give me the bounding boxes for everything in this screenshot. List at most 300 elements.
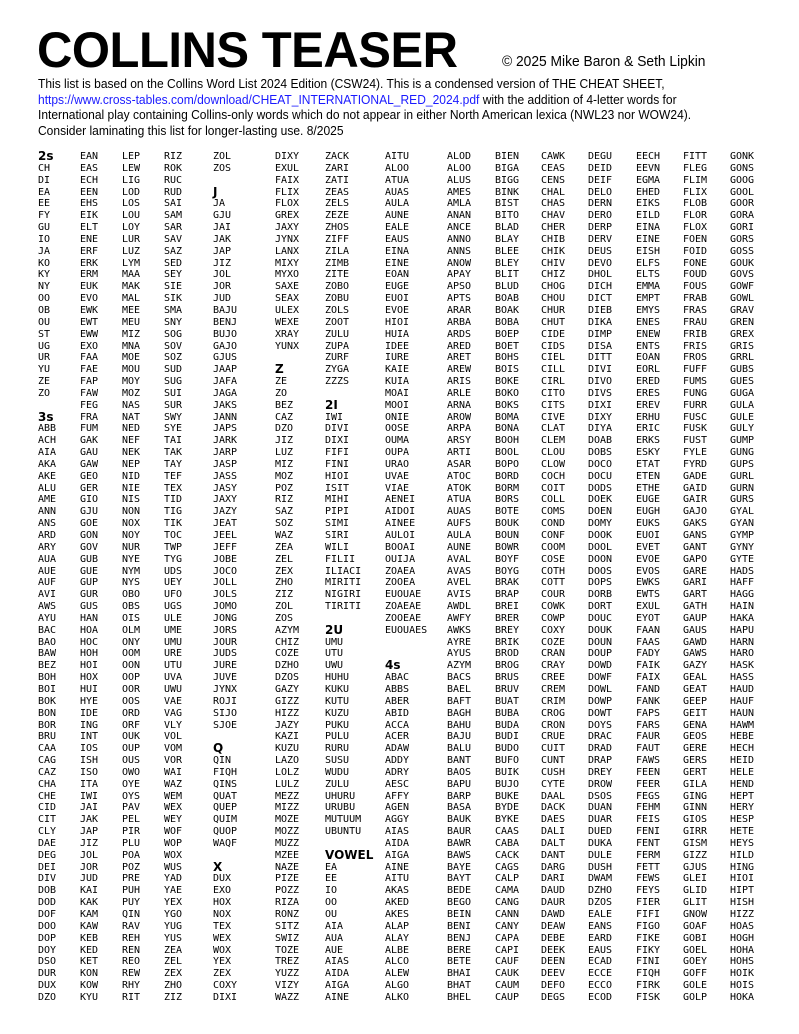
page-title: COLLINS TEASER bbox=[37, 22, 458, 78]
word-entry: EA bbox=[38, 186, 51, 198]
word-entry: FUMS bbox=[683, 376, 708, 388]
word-entry: MIZ bbox=[275, 458, 294, 470]
word-entry: AUE bbox=[38, 565, 57, 577]
word-entry: BOAK bbox=[495, 304, 520, 316]
word-entry: ST bbox=[38, 328, 51, 340]
word-entry: GOFF bbox=[683, 968, 708, 980]
word-entry: ETEN bbox=[636, 470, 661, 482]
word-entry: FLEG bbox=[683, 162, 708, 174]
word-entry: WOX bbox=[164, 849, 183, 861]
word-entry: ABB bbox=[38, 423, 57, 435]
word-entry: BHAI bbox=[447, 968, 472, 980]
word-entry: CREE bbox=[541, 672, 566, 684]
word-entry: MEE bbox=[122, 304, 141, 316]
word-entry: DAE bbox=[38, 837, 57, 849]
word-entry: EWK bbox=[80, 304, 99, 316]
word-entry: NEF bbox=[122, 435, 141, 447]
word-entry: JYNX bbox=[275, 233, 300, 245]
word-entry: IURE bbox=[385, 352, 410, 364]
word-entry: ETHE bbox=[636, 482, 661, 494]
word-entry: BAUK bbox=[447, 814, 472, 826]
word-entry: GUE bbox=[80, 565, 99, 577]
word-entry: BRIK bbox=[495, 636, 520, 648]
word-entry: FIQH bbox=[636, 968, 661, 980]
word-entry: ECCO bbox=[588, 980, 613, 992]
word-entry: HOC bbox=[80, 636, 99, 648]
word-entry: FUFF bbox=[683, 364, 708, 376]
word-entry: DELO bbox=[588, 186, 613, 198]
word-entry: ZEX bbox=[213, 968, 232, 980]
section-heading: 4s bbox=[385, 658, 401, 673]
section-heading: Z bbox=[275, 362, 284, 377]
word-entry: DIVS bbox=[588, 387, 613, 399]
word-entry: NY bbox=[38, 281, 51, 293]
intro-line-4: Consider laminating this list for longer-lasting use. 8/2025 bbox=[38, 123, 344, 138]
word-entry: DZO bbox=[38, 991, 57, 1003]
word-entry: ALU bbox=[38, 482, 57, 494]
word-entry: EVOE bbox=[385, 304, 410, 316]
word-entry: AZYM bbox=[447, 660, 472, 672]
word-entry: CHIK bbox=[541, 245, 566, 257]
word-entry: GIZZ bbox=[683, 849, 708, 861]
word-entry: JARK bbox=[213, 435, 238, 447]
word-entry: MAA bbox=[122, 269, 141, 281]
word-entry: WOF bbox=[164, 826, 183, 838]
word-entry: FAPS bbox=[636, 707, 661, 719]
word-entry: NEK bbox=[122, 447, 141, 459]
word-entry: HIOI bbox=[385, 316, 410, 328]
word-entry: UME bbox=[164, 624, 183, 636]
word-entry: HOAS bbox=[730, 920, 755, 932]
word-entry: AME bbox=[38, 494, 57, 506]
word-entry: DIXI bbox=[325, 435, 350, 447]
word-entry: FADY bbox=[636, 648, 661, 660]
word-entry: ZULU bbox=[325, 328, 350, 340]
word-entry: FRIS bbox=[683, 340, 708, 352]
word-entry: BUDI bbox=[495, 731, 520, 743]
word-entry: BUFO bbox=[495, 755, 520, 767]
word-entry: BENJ bbox=[447, 932, 472, 944]
word-entry: OLM bbox=[122, 624, 141, 636]
word-entry: ACCA bbox=[385, 719, 410, 731]
word-entry: ACER bbox=[385, 731, 410, 743]
word-entry: BERE bbox=[447, 944, 472, 956]
word-entry: OOP bbox=[122, 672, 141, 684]
word-entry: EAUS bbox=[385, 233, 410, 245]
word-entry: HOX bbox=[80, 672, 99, 684]
word-entry: GAJO bbox=[683, 506, 708, 518]
word-entry: SAI bbox=[164, 198, 183, 210]
word-entry: BIST bbox=[495, 198, 520, 210]
word-entry: HYE bbox=[80, 695, 99, 707]
word-entry: GOWL bbox=[730, 293, 755, 305]
word-entry: OWO bbox=[122, 766, 141, 778]
word-entry: HERY bbox=[730, 802, 755, 814]
word-entry: GAWD bbox=[683, 636, 708, 648]
word-entry: FY bbox=[38, 210, 51, 222]
word-entry: JAXY bbox=[213, 494, 238, 506]
word-entry: VLY bbox=[164, 719, 183, 731]
word-entry: BAWS bbox=[447, 849, 472, 861]
word-entry: HEID bbox=[730, 755, 755, 767]
word-entry: BIGA bbox=[495, 162, 520, 174]
word-entry: FEHM bbox=[636, 802, 661, 814]
word-entry: CIEL bbox=[541, 352, 566, 364]
word-entry: BOHS bbox=[495, 352, 520, 364]
word-entry: QUOP bbox=[213, 826, 238, 838]
word-entry: OBS bbox=[122, 601, 141, 613]
word-entry: FRAB bbox=[683, 293, 708, 305]
word-entry: EEVN bbox=[636, 162, 661, 174]
word-entry: AWKS bbox=[447, 624, 472, 636]
word-entry: HETE bbox=[730, 826, 755, 838]
word-entry: DIVI bbox=[588, 364, 613, 376]
word-entry: JIZ bbox=[80, 837, 99, 849]
word-entry: DZOS bbox=[275, 672, 300, 684]
word-entry: DOUP bbox=[588, 648, 613, 660]
word-entry: HIOI bbox=[730, 873, 755, 885]
word-entry: EA bbox=[325, 861, 338, 873]
word-entry: DIEB bbox=[588, 304, 613, 316]
word-entry: DUAN bbox=[588, 802, 613, 814]
word-entry: GORS bbox=[730, 233, 755, 245]
word-entry: HING bbox=[730, 861, 755, 873]
word-entry: LOS bbox=[122, 198, 141, 210]
word-entry: WEX bbox=[213, 932, 232, 944]
word-entry: GUMP bbox=[730, 435, 755, 447]
word-entry: FUSC bbox=[683, 411, 708, 423]
word-entry: ATOK bbox=[447, 482, 472, 494]
word-entry: YUS bbox=[164, 932, 183, 944]
word-entry: VAE bbox=[164, 695, 183, 707]
word-entry: AROW bbox=[447, 411, 472, 423]
word-entry: ATOC bbox=[447, 470, 472, 482]
word-entry: ANCE bbox=[447, 222, 472, 234]
word-entry: FLIX bbox=[683, 186, 708, 198]
word-entry: FLOX bbox=[683, 222, 708, 234]
word-entry: COWP bbox=[541, 612, 566, 624]
word-entry: ZEA bbox=[275, 541, 294, 553]
word-entry: FENI bbox=[636, 826, 661, 838]
word-entry: NYE bbox=[122, 553, 141, 565]
word-entry: DEI bbox=[38, 861, 57, 873]
word-entry: WEY bbox=[164, 814, 183, 826]
word-entry: ALOO bbox=[385, 162, 410, 174]
word-entry: WAI bbox=[164, 766, 183, 778]
word-entry: JAXY bbox=[275, 222, 300, 234]
word-column bbox=[80, 151, 98, 1004]
word-entry: HOH bbox=[80, 648, 99, 660]
word-entry: QUEP bbox=[213, 802, 238, 814]
word-entry: AKED bbox=[385, 897, 410, 909]
word-entry: DORB bbox=[588, 589, 613, 601]
word-entry: KOW bbox=[80, 980, 99, 992]
word-entry: BAUR bbox=[447, 826, 472, 838]
word-entry: DERV bbox=[588, 233, 613, 245]
word-entry: DOO bbox=[38, 920, 57, 932]
word-column bbox=[213, 151, 237, 1004]
word-entry: PLU bbox=[122, 837, 141, 849]
word-entry: GYTE bbox=[730, 553, 755, 565]
word-entry: KAZI bbox=[275, 731, 300, 743]
word-entry: BRAP bbox=[495, 589, 520, 601]
intro-line-2 bbox=[38, 93, 764, 109]
word-entry: NID bbox=[122, 470, 141, 482]
word-entry: EANS bbox=[588, 920, 613, 932]
word-entry: APAY bbox=[447, 269, 472, 281]
word-entry: AENEI bbox=[385, 494, 416, 506]
word-entry: ORD bbox=[122, 707, 141, 719]
word-entry: CH bbox=[38, 162, 51, 174]
word-entry: CRAY bbox=[541, 660, 566, 672]
word-entry: GULE bbox=[730, 411, 755, 423]
word-entry: SEY bbox=[164, 269, 183, 281]
word-entry: EVOS bbox=[636, 565, 661, 577]
word-entry: HAGG bbox=[730, 589, 755, 601]
word-entry: HESP bbox=[730, 814, 755, 826]
word-entry: ZOS bbox=[275, 612, 294, 624]
word-entry: CAUM bbox=[495, 980, 520, 992]
word-entry: JOLL bbox=[213, 577, 238, 589]
copyright-notice: © 2025 Mike Baron & Seth Lipkin bbox=[502, 53, 706, 70]
word-entry: ANNS bbox=[447, 245, 472, 257]
word-entry: GYMP bbox=[730, 530, 755, 541]
word-entry: GORA bbox=[730, 210, 755, 222]
word-entry: EE bbox=[325, 873, 338, 885]
word-entry: AUFS bbox=[447, 518, 472, 530]
word-entry: HADS bbox=[730, 565, 755, 577]
word-entry: GOV bbox=[80, 541, 99, 553]
word-entry: SUI bbox=[164, 387, 183, 399]
word-entry: MOU bbox=[122, 364, 141, 376]
word-entry: HIPT bbox=[730, 885, 755, 897]
word-entry: DAUD bbox=[541, 885, 566, 897]
word-entry: AIAS bbox=[385, 826, 410, 838]
word-entry: UTU bbox=[325, 648, 344, 660]
word-entry: AUAS bbox=[385, 186, 410, 198]
word-entry: ALUS bbox=[447, 174, 472, 186]
word-entry: CILL bbox=[541, 364, 566, 376]
word-entry: ERF bbox=[80, 245, 99, 257]
word-entry: UDS bbox=[164, 565, 183, 577]
word-entry: TEF bbox=[164, 470, 183, 482]
word-entry: HELE bbox=[730, 766, 755, 778]
word-entry: EALE bbox=[385, 222, 410, 234]
word-entry: BOYF bbox=[495, 553, 520, 565]
word-entry: FETT bbox=[636, 861, 661, 873]
word-entry: BAHU bbox=[447, 719, 472, 731]
section-heading: VOWEL bbox=[325, 847, 374, 862]
word-entry: DIXI bbox=[213, 991, 238, 1003]
word-entry: GULY bbox=[730, 423, 755, 435]
word-entry: JORS bbox=[213, 624, 238, 636]
word-entry: GYAN bbox=[730, 518, 755, 530]
word-entry: AREW bbox=[447, 364, 472, 376]
word-entry: FOUD bbox=[683, 269, 708, 281]
word-entry: GIZZ bbox=[275, 695, 300, 707]
word-entry: AINE bbox=[325, 991, 350, 1003]
word-entry: LOU bbox=[122, 210, 141, 222]
word-entry: YEX bbox=[213, 956, 232, 968]
word-entry: SOZ bbox=[164, 352, 183, 364]
word-entry: ZATI bbox=[325, 174, 350, 186]
word-entry: FAUR bbox=[636, 731, 661, 743]
word-entry: DACK bbox=[541, 802, 566, 814]
word-entry: SUG bbox=[164, 376, 183, 388]
word-entry: DOCO bbox=[588, 458, 613, 470]
word-entry: GOOR bbox=[730, 198, 755, 210]
word-entry: WUDU bbox=[325, 766, 350, 778]
word-entry: ZEL bbox=[275, 553, 294, 565]
word-entry: SAZ bbox=[275, 506, 294, 518]
word-entry: ENTS bbox=[636, 340, 661, 352]
word-entry: FRIB bbox=[683, 328, 708, 340]
word-entry: ARDS bbox=[447, 328, 472, 340]
word-entry: BON bbox=[38, 707, 57, 719]
word-entry: OUK bbox=[122, 731, 141, 743]
word-entry: JANN bbox=[213, 411, 238, 423]
cheat-sheet-link[interactable]: https://www.cross-tables.com/download/CHEAT_INTERNATIONAL_RED_2024.pdf bbox=[38, 92, 480, 107]
word-entry: BACS bbox=[447, 672, 472, 684]
word-entry: EOAN bbox=[385, 269, 410, 281]
word-entry: FAE bbox=[80, 364, 99, 376]
word-entry: OYE bbox=[122, 778, 141, 790]
word-entry: GENA bbox=[683, 719, 708, 731]
word-entry: AYUS bbox=[447, 648, 472, 660]
word-entry: FAIK bbox=[636, 660, 661, 672]
word-entry: GNOW bbox=[683, 909, 708, 920]
word-entry: EUKS bbox=[636, 518, 661, 530]
word-entry: CAMA bbox=[495, 885, 520, 897]
word-entry: DOEK bbox=[588, 494, 613, 506]
word-entry: COSE bbox=[541, 553, 566, 565]
word-entry: DOAB bbox=[588, 435, 613, 447]
word-entry: ZUPA bbox=[325, 340, 350, 352]
word-entry: DOON bbox=[588, 553, 613, 565]
word-entry: SED bbox=[164, 257, 183, 269]
word-entry: FEG bbox=[80, 399, 99, 411]
word-entry: DRAC bbox=[588, 731, 613, 743]
word-entry: DRAD bbox=[588, 743, 613, 755]
word-entry: GOVS bbox=[730, 269, 755, 281]
word-entry: BREI bbox=[495, 601, 520, 613]
word-entry: DUAR bbox=[588, 814, 613, 826]
word-entry: RUC bbox=[164, 174, 183, 186]
word-entry: BUDA bbox=[495, 719, 520, 731]
word-entry: GAPO bbox=[683, 553, 708, 565]
word-entry: JAKS bbox=[213, 399, 238, 411]
word-entry: EVOE bbox=[636, 553, 661, 565]
word-entry: POZZ bbox=[275, 885, 300, 897]
word-entry: EXUL bbox=[275, 162, 300, 174]
word-entry: HARN bbox=[730, 636, 755, 648]
word-entry: AIAS bbox=[325, 956, 350, 968]
word-entry: MEZZ bbox=[275, 790, 300, 802]
word-entry: CHIV bbox=[541, 257, 566, 269]
word-entry: ZURF bbox=[325, 352, 350, 364]
word-entry: ISIT bbox=[325, 482, 350, 494]
word-entry: OUMA bbox=[385, 435, 410, 447]
word-entry: DISA bbox=[588, 340, 613, 352]
word-entry: DULE bbox=[588, 849, 613, 861]
word-entry: MIZ bbox=[122, 328, 141, 340]
word-entry: YAD bbox=[164, 873, 183, 885]
word-entry: JA bbox=[38, 245, 51, 257]
word-entry: GURL bbox=[730, 470, 755, 482]
word-entry: NAS bbox=[122, 399, 141, 411]
word-entry: GJU bbox=[80, 506, 99, 518]
word-entry: NON bbox=[122, 506, 141, 518]
section-heading: 2U bbox=[325, 622, 344, 637]
word-entry: TIRITI bbox=[325, 601, 362, 613]
word-entry: AGEN bbox=[385, 802, 410, 814]
word-entry: CACK bbox=[495, 849, 520, 861]
word-entry: BAOS bbox=[447, 766, 472, 778]
word-entry: HUHU bbox=[325, 672, 350, 684]
word-entry: BROD bbox=[495, 648, 520, 660]
word-entry: GOLP bbox=[683, 991, 708, 1003]
word-entry: CHOG bbox=[541, 281, 566, 293]
word-entry: HECH bbox=[730, 743, 755, 755]
word-entry: KON bbox=[80, 968, 99, 980]
word-entry: GEAT bbox=[683, 683, 708, 695]
word-entry: ZEX bbox=[164, 968, 183, 980]
word-entry: ADDY bbox=[385, 755, 410, 767]
word-column bbox=[588, 151, 612, 1004]
word-entry: RIT bbox=[122, 991, 141, 1003]
word-entry: LUZ bbox=[275, 447, 294, 459]
word-entry: CAG bbox=[38, 755, 57, 767]
word-entry: BAJU bbox=[447, 731, 472, 743]
word-entry: BUJO bbox=[213, 328, 238, 340]
word-entry: OO bbox=[325, 897, 338, 909]
word-entry: DZO bbox=[275, 423, 294, 435]
word-entry: GANT bbox=[683, 541, 708, 553]
word-entry: AIDA bbox=[385, 837, 410, 849]
word-entry: DITT bbox=[588, 352, 613, 364]
word-entry: FURR bbox=[683, 399, 708, 411]
word-entry: DICH bbox=[588, 281, 613, 293]
word-entry: PEL bbox=[122, 814, 141, 826]
word-entry: BUAT bbox=[495, 695, 520, 707]
word-entry: KET bbox=[80, 956, 99, 968]
word-entry: EE bbox=[38, 198, 51, 210]
word-entry: ENE bbox=[80, 233, 99, 245]
word-entry: CAZ bbox=[275, 411, 294, 423]
word-entry: DAES bbox=[541, 814, 566, 826]
word-entry: AVI bbox=[38, 589, 57, 601]
word-entry: JOBE bbox=[213, 553, 238, 565]
word-entry: AKA bbox=[38, 458, 57, 470]
word-entry: DOWL bbox=[588, 683, 613, 695]
word-entry: UMU bbox=[325, 636, 344, 648]
word-entry: BEDE bbox=[447, 885, 472, 897]
word-entry: DEAW bbox=[541, 920, 566, 932]
word-entry: EISH bbox=[636, 245, 661, 257]
word-entry: CAPI bbox=[495, 944, 520, 956]
word-entry: ESKY bbox=[636, 447, 661, 459]
word-entry: GAW bbox=[80, 458, 99, 470]
word-entry: ZEL bbox=[164, 956, 183, 968]
word-column bbox=[495, 151, 519, 1004]
word-entry: UG bbox=[38, 340, 51, 352]
section-heading: Q bbox=[213, 741, 224, 756]
word-entry: WOP bbox=[164, 837, 183, 849]
word-entry: UBUNTU bbox=[325, 826, 362, 838]
word-entry: BOH bbox=[38, 672, 57, 684]
word-entry: YUZZ bbox=[275, 968, 300, 980]
word-entry: ZOS bbox=[213, 162, 232, 174]
